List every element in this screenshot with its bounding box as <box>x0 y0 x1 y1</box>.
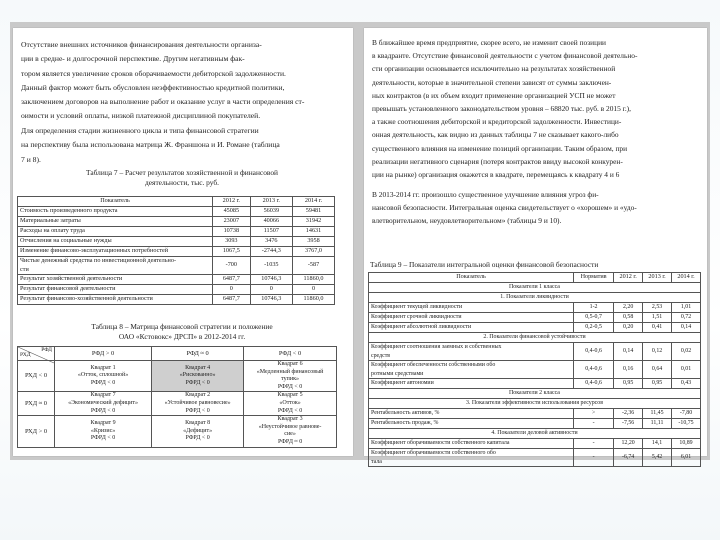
table-cell: 11860,0 <box>293 295 335 305</box>
table-cell: -7,80 <box>672 409 701 419</box>
table-cell: 0 <box>293 285 335 295</box>
row-label: Изменение финансово-эксплуатационных потребностей <box>18 247 213 257</box>
row-label: Результат финансово-хозяйственной деятельности <box>18 295 213 305</box>
table-cell: 31942 <box>293 217 335 227</box>
table7-header-cell: 2014 г. <box>293 197 335 207</box>
table-cell: 0,4-0,6 <box>574 361 614 379</box>
table8-strategy-matrix <box>17 346 337 448</box>
table-cell: 10738 <box>213 227 251 237</box>
row-label: Отчисления на социальные нужды <box>18 237 213 247</box>
table-cell: 3958 <box>293 237 335 247</box>
row-label: Материальные затраты <box>18 217 213 227</box>
row-label: Коэффициент обеспеченности собственными обо ротными средствами <box>369 361 574 379</box>
table-cell: -587 <box>293 257 335 275</box>
table-row <box>369 429 701 439</box>
table-cell: 12,20 <box>614 439 643 449</box>
left-paragraph-1: Отсутствие внешних источников финансирования деятельности организа- ции в средне- и долгосрочной перспективе. Другим негативным фак- тором является увеличение сроков оборачиваемости дебиторской задолженности. Данный фактор может быть обусловлен неэффективностью кредитной политики, заключением договоров на выполнение работ и оказание услуг в части определения ст- оимости и условий оплаты, низкой платежной дисциплиной покупателей. <box>21 40 305 121</box>
table-row <box>369 283 701 293</box>
section-heading: 1. Показатели ликвидности <box>369 293 701 303</box>
table-cell: -6,74 <box>614 449 643 467</box>
table7-header-cell: 2012 г. <box>213 197 251 207</box>
table-cell: -7,56 <box>614 419 643 429</box>
table-row <box>369 323 701 333</box>
table-cell: 0,16 <box>614 361 643 379</box>
row-label: Результат финансовой деятельности <box>18 285 213 295</box>
table-cell: 0,20 <box>614 323 643 333</box>
table-row <box>369 313 701 323</box>
row-label: Коэффициент срочной ликвидности <box>369 313 574 323</box>
table-cell: 3767,0 <box>293 247 335 257</box>
row-label: Коэффициент автономии <box>369 379 574 389</box>
col-header-rfd-positive: РФД > 0 <box>55 347 152 361</box>
table7-header-cell: 2013 г. <box>250 197 292 207</box>
table-cell: 56039 <box>250 207 292 217</box>
table-row <box>369 419 701 429</box>
table-cell: 10746,3 <box>250 275 292 285</box>
table-row <box>369 389 701 399</box>
table-cell: 2,53 <box>643 303 672 313</box>
table-cell: 6,01 <box>672 449 701 467</box>
row-label: Коэффициент текущей ликвидности <box>369 303 574 313</box>
table9-header-cell: 2013 г. <box>643 273 672 283</box>
table-row <box>18 207 335 217</box>
table-row <box>18 227 335 237</box>
table9-header-cell: 2012 г. <box>614 273 643 283</box>
section-heading: 2. Показатели финансовой устойчивости <box>369 333 701 343</box>
table-cell: 11,11 <box>643 419 672 429</box>
row-label: Коэффициент соотношения заемных и собственных средств <box>369 343 574 361</box>
table-row <box>369 333 701 343</box>
table-cell: 0,58 <box>614 313 643 323</box>
table-cell: 3093 <box>213 237 251 247</box>
table-cell: 0,2-0,5 <box>574 323 614 333</box>
table-cell: 0,95 <box>614 379 643 389</box>
table-row <box>369 293 701 303</box>
row-label: Коэффициент оборачиваемости собственного капитала <box>369 439 574 449</box>
table-cell: 0,4-0,6 <box>574 343 614 361</box>
table-cell: -1035 <box>250 257 292 275</box>
row-header-rhd-positive: РХД > 0 <box>18 416 55 447</box>
section-heading: 3. Показатели эффективности использования ресурсов <box>369 399 701 409</box>
table-cell: -2744,3 <box>250 247 292 257</box>
table-row <box>369 439 701 449</box>
quadrant-6: Квадрат 6 «Медленный финансовый тупик» РФРД < 0 <box>244 361 337 392</box>
table9-integral-assessment <box>368 272 701 467</box>
section-heading: 4. Показатели деловой активности <box>369 429 701 439</box>
quadrant-3: Квадрат 3 «Неустойчивое равнове- сие» РФРД ≈ 0 <box>244 416 337 447</box>
table-cell: 0,43 <box>672 379 701 389</box>
table-cell: 0 <box>250 285 292 295</box>
table-cell: 23007 <box>213 217 251 227</box>
table-cell: 45085 <box>213 207 251 217</box>
col-header-rfd-zero: РФД ≈ 0 <box>152 347 244 361</box>
table-cell: 2,20 <box>614 303 643 313</box>
quadrant-4-highlighted: Квадрат 4 «Рискованно» РФРД < 0 <box>152 361 244 392</box>
table-cell: -700 <box>213 257 251 275</box>
table-cell: - <box>574 419 614 429</box>
table-row <box>369 449 701 467</box>
table9-header-cell: 2014 г. <box>672 273 701 283</box>
col-header-rfd-negative: РФД < 0 <box>244 347 337 361</box>
table-cell: 0,72 <box>672 313 701 323</box>
corner-label-top: РФД <box>41 347 52 353</box>
table-cell: 0 <box>213 285 251 295</box>
table-cell: 1,01 <box>672 303 701 313</box>
table-row <box>369 343 701 361</box>
table-cell: 10746,3 <box>250 295 292 305</box>
row-label: Коэффициент оборачиваемости собственного обо тала <box>369 449 574 467</box>
table8-caption: Таблица 8 – Матрица финансовой стратегии и положение ОАО «Кстовокс» ДРСП» в 2012-2014 гг. <box>91 322 273 341</box>
row-label: Результат хозяйственной деятельности <box>18 275 213 285</box>
table-cell: 0,64 <box>643 361 672 379</box>
table-cell: 40066 <box>250 217 292 227</box>
quadrant-7: Квадрат 7 «Экономический дефицит» РФРД < 0 <box>55 392 152 416</box>
table-cell: 14,1 <box>643 439 672 449</box>
table-cell: 0,02 <box>672 343 701 361</box>
table-cell: 3476 <box>250 237 292 247</box>
table-row <box>369 379 701 389</box>
table-cell: 11,45 <box>643 409 672 419</box>
matrix-corner-cell <box>18 347 55 361</box>
table-cell: 0,14 <box>614 343 643 361</box>
table-cell: 0,01 <box>672 361 701 379</box>
quadrant-5: Квадрат 5 «Отток» РФРД < 0 <box>244 392 337 416</box>
table-cell: -10,75 <box>672 419 701 429</box>
quadrant-1: Квадрат 1 «Отток, сплошной» РФРД < 0 <box>55 361 152 392</box>
document-viewer <box>10 22 710 465</box>
corner-label-bottom: РХД <box>20 352 31 359</box>
table9-header-row <box>369 273 701 283</box>
table7-caption: Таблица 7 – Расчет результатов хозяйственной и финансовой деятельности, тыс. руб. <box>86 168 278 187</box>
table-row <box>369 361 701 379</box>
table-cell: 0,14 <box>672 323 701 333</box>
table-cell: - <box>574 439 614 449</box>
table-cell: 6487,7 <box>213 275 251 285</box>
row-header-rhd-zero: РХД ≈ 0 <box>18 392 55 416</box>
table-cell: 14631 <box>293 227 335 237</box>
quadrant-2: Квадрат 2 «Устойчивое равновесие» РФРД < 0 <box>152 392 244 416</box>
table7-header-cell: Показатель <box>18 197 213 207</box>
row-label: Рентабельность продаж, % <box>369 419 574 429</box>
table-cell: 0,41 <box>643 323 672 333</box>
table9-caption: Таблица 9 – Показатели интегральной оценки финансовой безопасности <box>370 260 599 269</box>
document-page-right <box>364 28 707 465</box>
table-row <box>369 409 701 419</box>
table-cell: -2,36 <box>614 409 643 419</box>
table9-header-cell: Показатель <box>369 273 574 283</box>
table7-header-row <box>18 197 335 207</box>
table-cell: 10,89 <box>672 439 701 449</box>
table-row <box>18 257 335 275</box>
table-cell: 0,95 <box>643 379 672 389</box>
table-cell: > <box>574 409 614 419</box>
table-row <box>18 247 335 257</box>
row-label: Чистые денежный средства по инвестиционной деятельно- сти <box>18 257 213 275</box>
quadrant-8: Квадрат 8 «Дефицит» РФРД < 0 <box>152 416 244 447</box>
table-row <box>369 303 701 313</box>
table-cell: 1067,5 <box>213 247 251 257</box>
row-label: Стоимость произведенного продукта <box>18 207 213 217</box>
document-page-left <box>13 28 353 456</box>
table7-results <box>17 196 335 305</box>
left-paragraph-2: Для определения стадии жизненного цикла и типа финансовой стратегии на перспективу была использована матрица Ж. Франшона и И. Романе (таблица 7 и 8). <box>21 126 280 164</box>
row-label: Расходы на оплату труда <box>18 227 213 237</box>
table-cell: - <box>574 449 614 467</box>
table-cell: 6487,7 <box>213 295 251 305</box>
row-label: Рентабельность активов, % <box>369 409 574 419</box>
right-paragraph-2: В 2013-2014 гг. произошло существенное улучшение влияния угроз фи- нансовой безопасности. Интегральная оценка свидетельствует о «хорошем» и «удо- влетворительном, неудовлетворительном» (таблицы 9 и 10). <box>372 190 637 226</box>
section-heading: Показатели 1 класса <box>369 283 701 293</box>
section-heading: Показатели 2 класса <box>369 389 701 399</box>
table-row <box>18 275 335 285</box>
table-cell: 59481 <box>293 207 335 217</box>
table-cell: 0,5-0,7 <box>574 313 614 323</box>
table9-header-cell: Норматив <box>574 273 614 283</box>
table-row <box>369 399 701 409</box>
table-cell: 5,42 <box>643 449 672 467</box>
table-cell: 0,4-0,6 <box>574 379 614 389</box>
row-label: Коэффициент абсолютной ликвидности <box>369 323 574 333</box>
table-row <box>18 237 335 247</box>
right-paragraph-1: В ближайшее время предприятие, скорее всего, не изменит своей позиции в квадранте. Отсутствие финансовой деятельности с учетом финансовой деятельно- сти организации основывается исключительно на результатах хозяйственной деятельности, которые в значительной степени зависят от суммы заключен- ных контрактов (в их объем входит применение организацией УСП не может превышать установленного законодательством уровня – 68820 тыс. руб. в 2015 г.), а также соотношения дебиторской и кредиторской задолженности. Инвестици- онная деятельность, как видно из данных таблицы 7 не сказывает какого-либо существенного влияния на изменение позиций организации. Таким образом, при реализации негативного сценария (потеря контрактов ввиду высокой конкурен- ции на рынке) организация окажется в квадрате, перемещаясь к квадрату 4 и 6 <box>372 38 638 180</box>
table-cell: 1-2 <box>574 303 614 313</box>
quadrant-9: Квадрат 9 «Кризис» РФРД < 0 <box>55 416 152 447</box>
table-row <box>18 295 335 305</box>
table-cell: 0,12 <box>643 343 672 361</box>
row-header-rhd-negative: РХД < 0 <box>18 361 55 392</box>
table-cell: 11507 <box>250 227 292 237</box>
table-cell: 11860,0 <box>293 275 335 285</box>
table-cell: 1,51 <box>643 313 672 323</box>
table-row <box>18 217 335 227</box>
table-row <box>18 285 335 295</box>
